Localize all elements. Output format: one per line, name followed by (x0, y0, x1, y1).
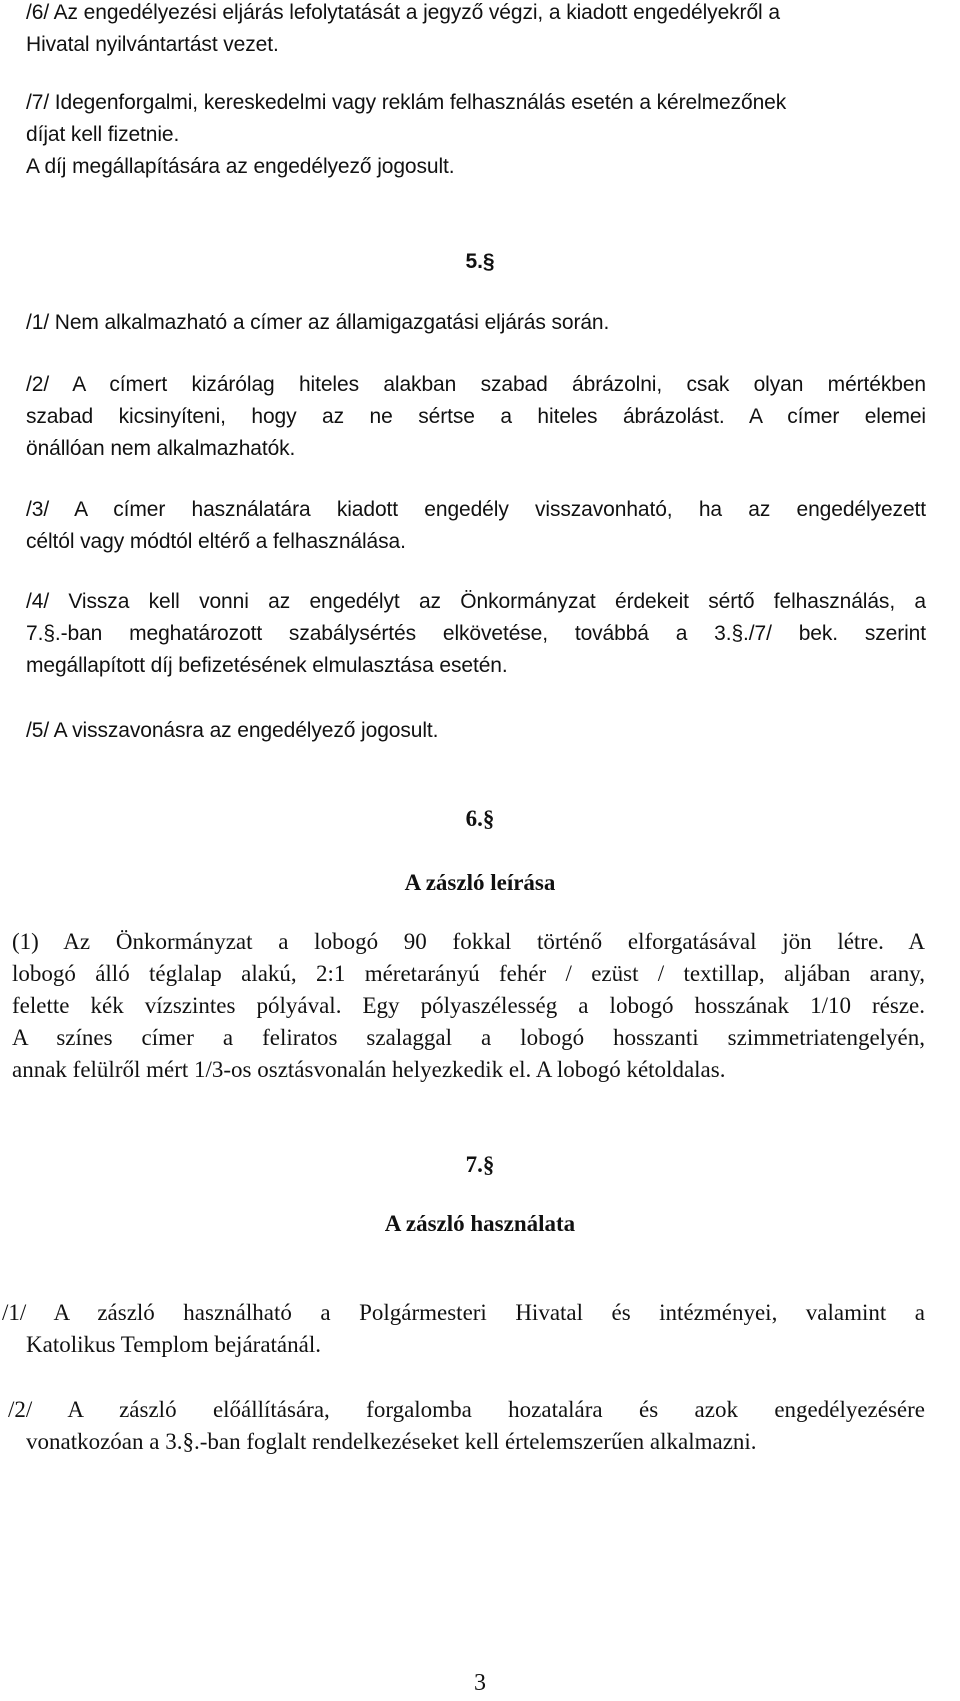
paragraph-5-2 (26, 369, 926, 465)
paragraph-5-3 (26, 494, 926, 558)
section-6-heading: 6.§ (465, 806, 495, 831)
text-line: /6/ Az engedélyezési eljárás lefolytatását a jegyző végzi, a kiadott engedélyekről a (26, 1, 780, 24)
text-line: A színes címer a feliratos szalaggal a lobogó hosszanti szimmetriatengelyén, (12, 1025, 925, 1050)
text-line: /4/ Vissza kell vonni az engedélyt az Önkormányzat érdekeit sértő felhasználás, a (26, 590, 926, 613)
section-5-heading: 5.§ (465, 250, 495, 273)
paragraph-4-7 (26, 87, 926, 183)
text-line: Hivatal nyilvántartást vezet. (26, 33, 279, 56)
section-7-title: A zászló használata (384, 1211, 576, 1236)
text-line: /2/ A címert kizárólag hiteles alakban szabad ábrázolni, csak olyan mértékben (26, 373, 926, 396)
text-line: lobogó álló téglalap alakú, 2:1 méretarányú fehér / ezüst / textillap, aljában arany, (12, 961, 925, 986)
text-line: díjat kell fizetnie. (26, 123, 180, 146)
text-line: (1) Az Önkormányzat a lobogó 90 fokkal történő elforgatásával jön létre. A (12, 929, 925, 954)
paragraph-5-5: /5/ A visszavonásra az engedélyező jogosult. (26, 719, 439, 742)
paragraph-5-1: /1/ Nem alkalmazható a címer az államigazgatási eljárás során. (26, 311, 610, 334)
text-line: szabad kicsinyíteni, hogy az ne sértse a hiteles ábrázolást. A címer elemei (26, 405, 926, 428)
paragraph-5-4 (26, 586, 926, 682)
text-line: Katolikus Templom bejáratánál. (26, 1332, 321, 1357)
text-line: annak felülről mért 1/3-os osztásvonalán helyezkedik el. A lobogó kétoldalas. (12, 1057, 726, 1082)
page-number: 3 (474, 1670, 486, 1696)
text-line: /3/ A címer használatára kiadott engedély visszavonható, ha az engedélyezett (26, 498, 926, 521)
text-line: vonatkozóan a 3.§.-ban foglalt rendelkezéseket kell értelemszerűen alkalmazni. (26, 1429, 757, 1454)
paragraph-7-1 (2, 1297, 925, 1361)
text-line: /1/ A zászló használható a Polgármesteri Hivatal és intézményei, valamint a (2, 1300, 925, 1325)
text-line: 7.§.-ban meghatározott szabálysértés elkövetése, továbbá a 3.§./7/ bek. szerint (26, 622, 926, 645)
text-line: önállóan nem alkalmazhatók. (26, 437, 296, 460)
text-line: /2/ A zászló előállítására, forgalomba hozatalára és azok engedélyezésére (8, 1397, 925, 1422)
paragraph-7-2 (8, 1394, 925, 1458)
section-7-heading: 7.§ (465, 1152, 495, 1177)
text-line: felette kék vízszintes pólyával. Egy pólyaszélesség a lobogó hosszának 1/10 része. (12, 993, 925, 1018)
section-6-title: A zászló leírása (404, 870, 556, 895)
text-line: A díj megállapítására az engedélyező jogosult. (26, 155, 455, 178)
text-line: céltól vagy módtól eltérő a felhasználása. (26, 530, 406, 553)
paragraph-6-1 (12, 926, 925, 1086)
paragraph-4-6 (26, 0, 926, 61)
text-line: megállapított díj befizetésének elmulasztása esetén. (26, 654, 508, 677)
text-line: /7/ Idegenforgalmi, kereskedelmi vagy reklám felhasználás esetén a kérelmezőnek (26, 91, 787, 114)
